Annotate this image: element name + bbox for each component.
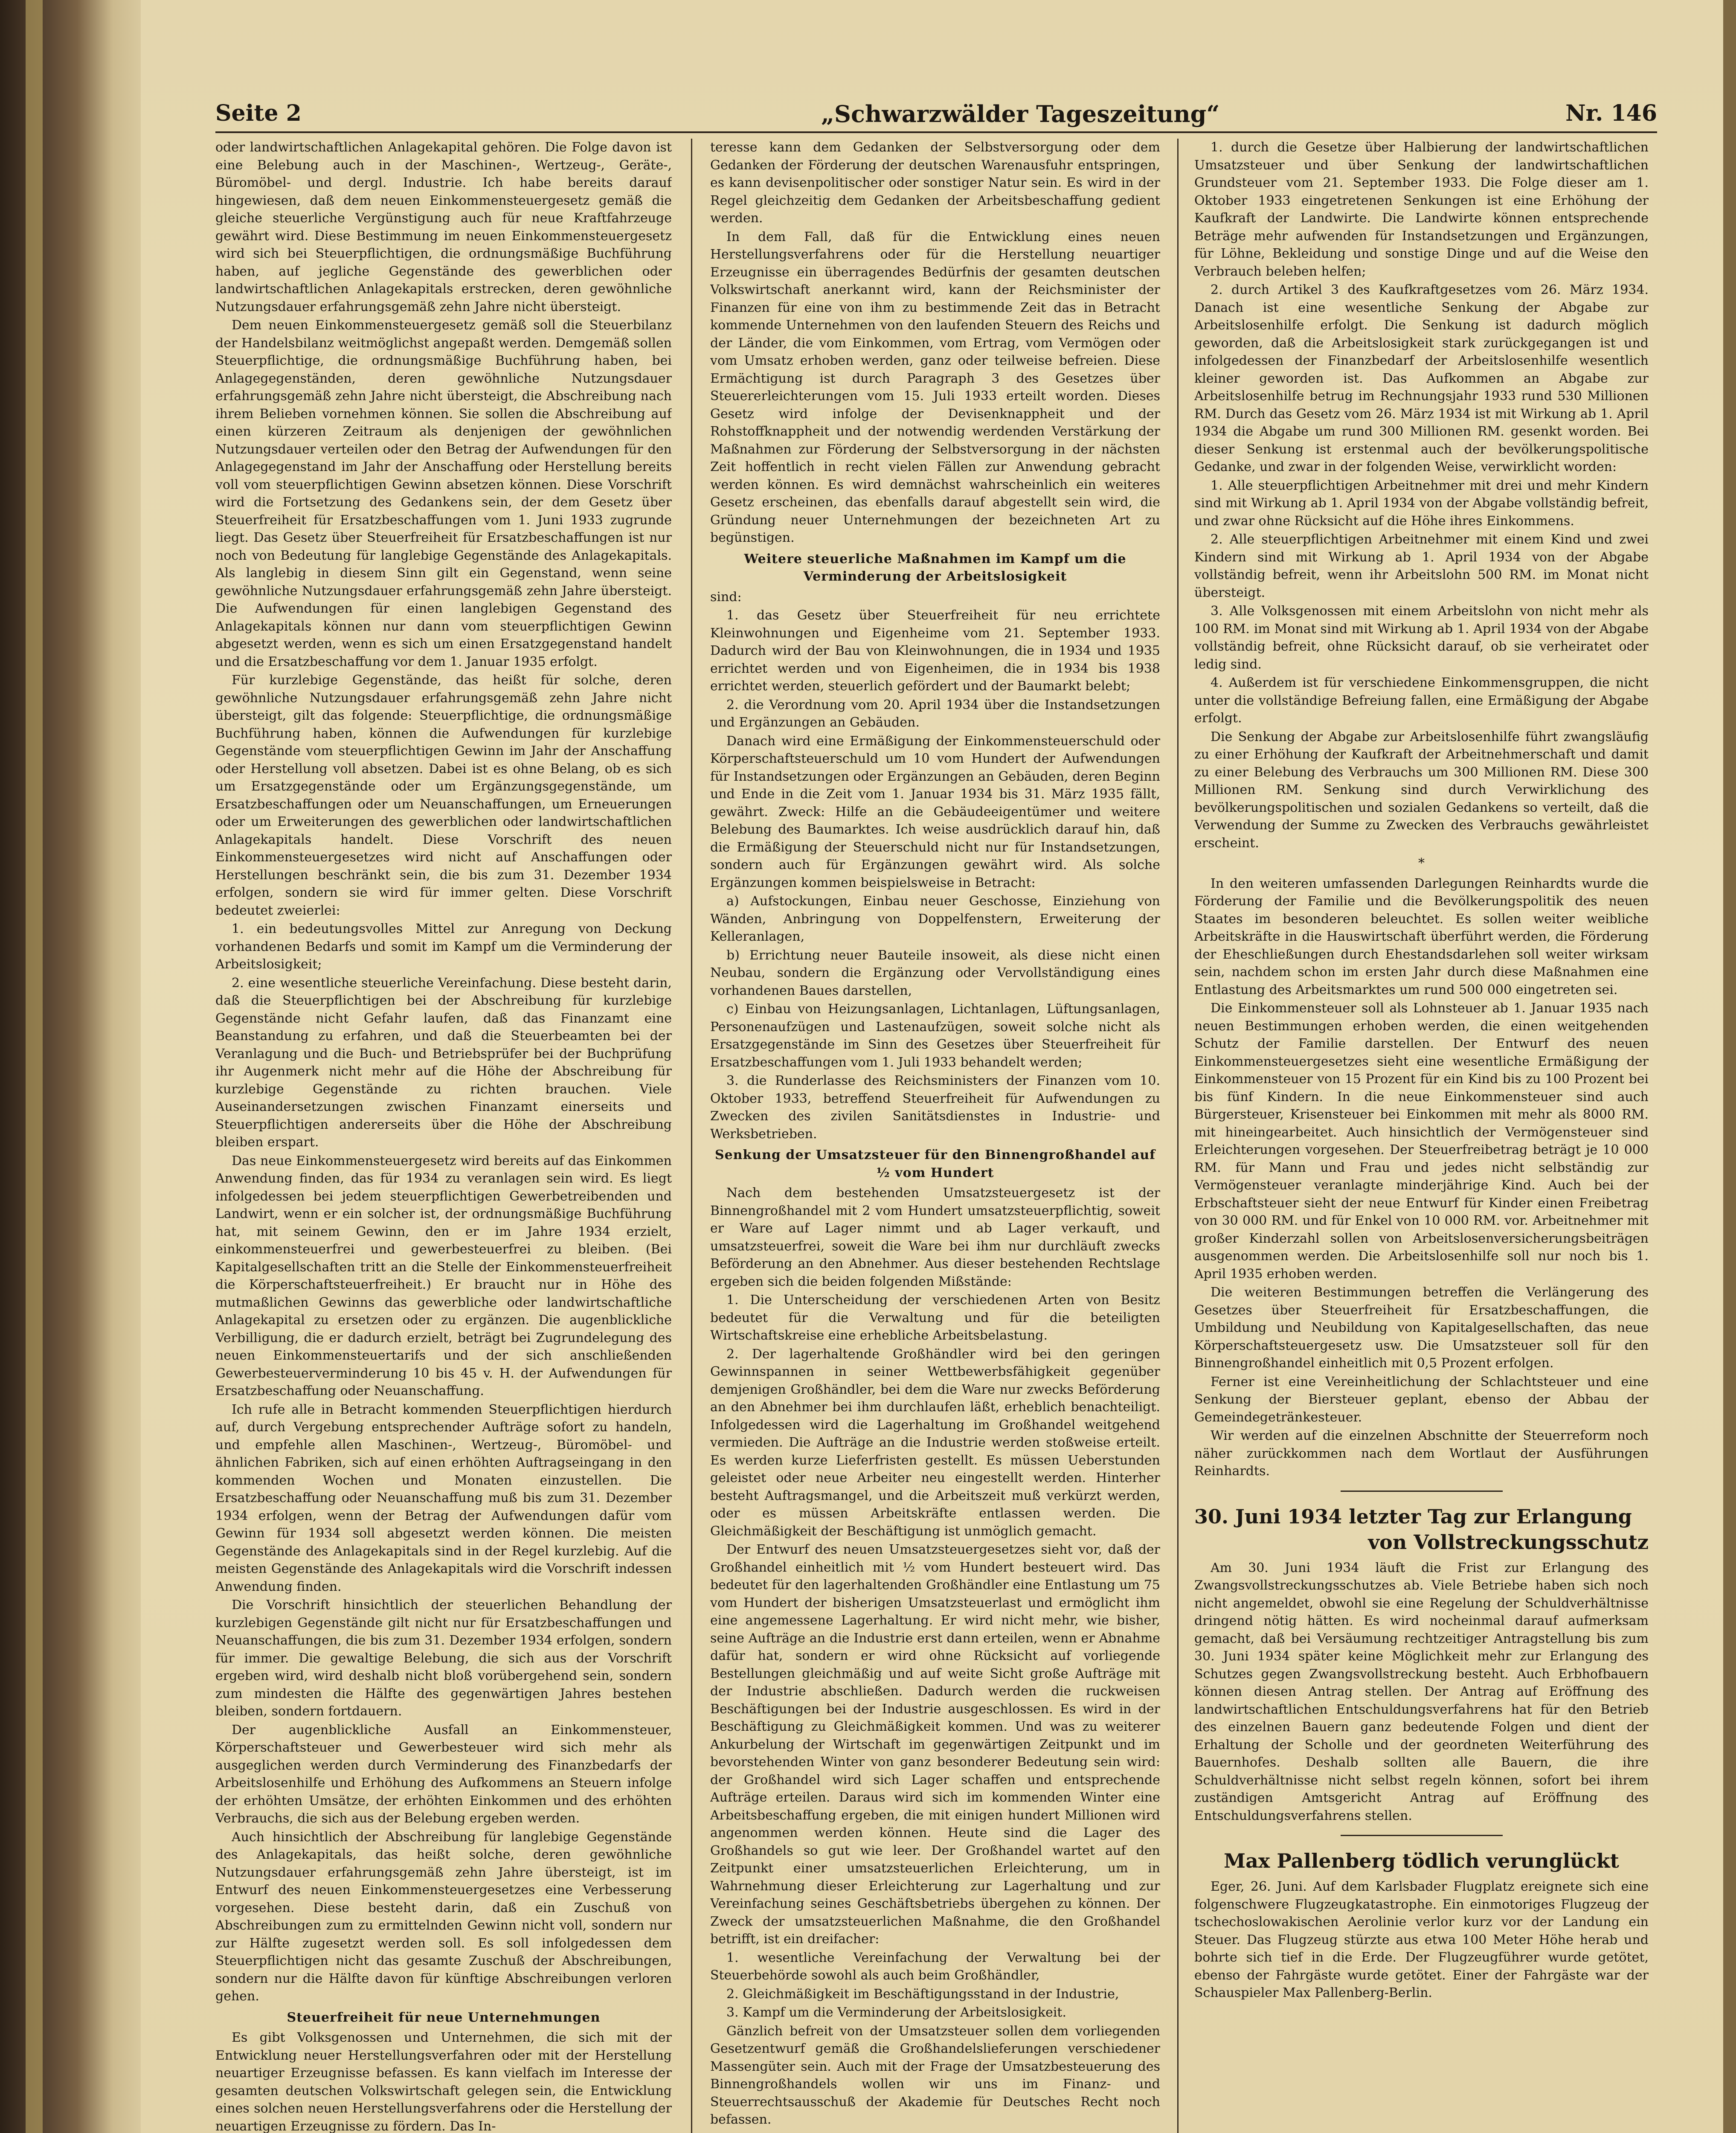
paragraph: sind: [710, 589, 742, 604]
page-right-edge [1723, 0, 1736, 2133]
paragraph: 2. durch Artikel 3 des Kaufkraftgesetzes vom 26. März 1934. Danach ist eine wesentliche Senkung der Abgabe zur Arbeitslosenhilfe erfolgt. Die Senkung ist dadurch möglich geworden, daß die Arbeitslosigkeit stark zurückgegangen ist und infolgedessen der Finanzbedarf der Arbeitslosenhilfe wesentlich kleiner geworden ist. Das Aufkommen an Abgabe zur Arbeitslosenhilfe betrug im Rechnungsjahr 1933 rund 530 Millionen RM. Durch das Gesetz vom 26. März 1934 ist mit Wirkung ab 1. April 1934 die Abgabe um rund 300 Millionen RM. gesenkt worden. Bei dieser Senkung ist erstenmal auch der bevölkerungspolitische Gedanke, und zwar in der folgenden Weise, verwirklicht worden: [1194, 282, 1649, 474]
paragraph: Eger, 26. Juni. Auf dem Karlsbader Flugplatz ereignete sich eine folgenschwere Flugzeugkatastrophe. Ein einmotoriges Flugzeug der tschechoslowakischen Aerolinie verlor kurz vor der Landung ein Steuer. Das Flugzeug stürzte aus etwa 100 Meter Höhe herab und bohrte sich tief in die Erde. Der Flugzeugführer wurde getötet, ebenso der Fahrgäste wurde getötet. Einer der Fahrgäste war der Schauspieler Max Pallenberg-Berlin. [1194, 1879, 1649, 2000]
paragraph: 1. Die Unterscheidung der verschiedenen Arten von Besitz bedeutet für die Verwaltung und für die beteiligten Wirtschaftskreise eine erhebliche Arbeitsbelastung. [710, 1293, 1160, 1343]
article-separator [1341, 1835, 1503, 1836]
paragraph: Es gibt Volksgenossen und Unternehmen, die sich mit der Entwicklung neuer Herstellungsverfahren oder mit der Herstellung neuartiger Erzeugnisse befassen. Es kann vielfach im Interesse der gesamten deutschen Volkswirtschaft gelegen sein, die Entwicklung eines solchen neuen Herstellungsverfahrens oder die Herstellung der neuartigen Erzeugnisse zu fördern. Das In- [215, 2030, 672, 2133]
paragraph: Der augenblickliche Ausfall an Einkommensteuer, Körperschaftsteuer und Gewerbesteuer wird sich mehr als ausgeglichen werden durch Verminderung des Finanzbedarfs der Arbeitslosenhilfe und Erhöhung des Aufkommens an Steuern infolge der erhöhten Umsätze, der erhöhten Einkommen und des erhöhten Verbrauchs, die sich aus der Belebung ergeben werden. [215, 1722, 672, 1826]
paragraph: 2. Gleichmäßigkeit im Beschäftigungsstand in der Industrie, [726, 1986, 1119, 2002]
paragraph: In dem Fall, daß für die Entwicklung eines neuen Herstellungsverfahrens oder für die Herstellung neuartiger Erzeugnisse ein überragendes Bedürfnis der gesamten deutschen Volkswirtschaft anerkannt wird, kann der Reichsminister der Finanzen für eine von ihm zu bestimmende Zeit das in Betracht kommende Unternehmen von den laufenden Steuern des Reichs und der Länder, die vom Einkommen, vom Ertrag, vom Vermögen oder vom Umsatz erhoben werden, ganz oder teilweise befreien. Diese Ermächtigung ist durch Paragraph 3 des Gesetzes über Steuererleichterungen vom 15. Juli 1933 erteilt worden. Dieses Gesetz wird infolge der Devisenknappheit und der Rohstoffknappheit und der notwendig werdenden Verstärkung der Maßnahmen zur Förderung der Selbstversorgung in der nächsten Zeit hoffentlich in recht vielen Fällen zur Anwendung gebracht werden können. Es wird demnächst wahrscheinlich ein weiteres Gesetz erscheinen, das ebenfalls darauf abgestellt sein wird, die Gründung neuer Unternehmungen der bezeichneten Art zu begünstigen. [710, 229, 1160, 545]
article-separator [1341, 1491, 1503, 1492]
paragraph: Der Entwurf des neuen Umsatzsteuergesetzes sieht vor, daß der Großhandel einheitlich mit ½ vom Hundert besteuert wird. Das bedeutet für den lagerhaltenden Großhändler eine Entlastung um 75 vom Hundert der bisherigen Umsatzsteuerlast und ermöglicht ihm eine angemessene Lagerhaltung. Er wird nicht mehr, wie bisher, seine Aufträge an die Industrie erst dann erteilen, wenn er Abnahme dafür hat, sondern er wird ohne Rücksicht auf vorliegende Bestellungen gleichmäßig und auf weite Sicht große Aufträge mit der Industrie abschließen. Dadurch werden die ruckweisen Beschäftigungen bei der Industrie ausgeschlossen. Es wird in der Beschäftigung zu Gleichmäßigkeit kommen. Und was zu weiterer Ankurbelung der Wirtschaft im gegenwärtigen Zeitpunkt und im bevorstehenden Winter von ganz besonderer Bedeutung sein wird: der Großhandel wird sich Lager schaffen und entsprechende Aufträge erteilen. Daraus wird sich im kommenden Winter eine Arbeitsbeschaffung ergeben, die mit einigen hundert Millionen wird angenommen werden können. Heute sind die Lager des Großhandels so gut wie leer. Der Großhandel wartet auf den Zeitpunkt einer umsatzsteuerlichen Erleichterung, um in Wahrnehmung dieser Erleichterung zur Lagerhaltung und zur Vereinfachung seines Geschäftsbetriebs übergehen zu können. Der Zweck der umsatzsteuerlichen Maßnahme, die den Großhandel betrifft, ist ein dreifacher: [710, 1542, 1160, 1947]
paragraph: Nach dem bestehenden Umsatzsteuergesetz ist der Binnengroßhandel mit 2 vom Hundert umsatzsteuerpflichtig, soweit er Ware auf Lager nimmt und ab Lager verkauft, und umsatzsteuerfrei, soweit die Ware bei ihm nur durchläuft zwecks Beförderung an den Abnehmer. Aus dieser bestehenden Rechtslage ergeben sich die beiden folgenden Mißstände: [710, 1186, 1160, 1289]
paragraph: 2. Der lagerhaltende Großhändler wird bei den geringen Gewinnspannen in seiner Wettbewerbsfähigkeit gegenüber demjenigen Großhändler, bei dem die Ware nur zwecks Beförderung an den Abnehmer bei ihm durchlaufen läßt, erheblich benachteiligt. Infolgedessen wird die Lagerhaltung im Großhandel weitgehend vermieden. Die Aufträge an die Industrie werden stoßweise erteilt. Es werden kurze Lieferfristen gestellt. Es müssen Ueberstunden geleistet oder neue Arbeiter neu eingestellt werden. Hinterher besteht Auftragsmangel, und die Arbeitszeit muß verkürzt werden, oder es müssen Arbeitskräfte entlassen werden. Die Gleichmäßigkeit der Beschäftigung ist unmöglich gemacht. [710, 1346, 1160, 1539]
paragraph: Am 30. Juni 1934 läuft die Frist zur Erlangung des Zwangsvollstreckungsschutzes ab. Viele Betriebe haben sich noch nicht angemeldet, obwohl sie eine Regelung der Schuldverhältnisse dringend nötig hätten. Es wird nocheinmal darauf aufmerksam gemacht, daß bei Versäumung rechtzeitiger Antragstellung bis zum 30. Juni 1934 später keine Möglichkeit mehr zur Erlangung des Schutzes gegen Zwangsvollstreckung besteht. Auch Erbhofbauern können diesen Antrag stellen. Der Antrag auf Eröffnung des landwirtschaftlichen Entschuldungsverfahrens hat für den Betrieb des einzelnen Bauern ganz bedeutende Folgen und dient der Erhaltung der Scholle und der geordneten Weiterführung des Bauernhofes. Deshalb sollten alle Bauern, die ihre Schuldverhältnisse nicht selbst regeln können, sofort bei ihrem zuständigen Amtsgericht Antrag auf Eröffnung des Entschuldungsverfahrens stellen. [1194, 1560, 1649, 1823]
headline-line-1: 30. Juni 1934 letzter Tag zur Erlangung [1194, 1505, 1632, 1528]
column-2 [710, 139, 1160, 2133]
paragraph: Ich rufe alle in Betracht kommenden Steuerpflichtigen hierdurch auf, durch Vergebung entsprechender Aufträge sofort zu handeln, und empfehle allen Maschinen-, Wertzeug-, Büromöbel- und ähnlichen Fabriken, sich auf einen erhöhten Auftragseingang in den kommenden Wochen und Monaten einzustellen. Die Ersatzbeschaffung oder Neuanschaffung muß bis zum 31. Dezember 1934 erfolgen, wenn der Betrag der Aufwendungen dafür vom Gewinn für 1934 soll abgesetzt werden können. Die meisten Gegenstände des Anlagekapitals sind in der Regel kurzlebig. Auf die meisten Gegenstände des Anlagekapitals wird die Vorschrift indessen Anwendung finden. [215, 1402, 672, 1594]
paragraph: In den weiteren umfassenden Darlegungen Reinhardts wurde die Förderung der Familie und die Bevölkerungspolitik des neuen Staates im besonderen beleuchtet. Es sollen weiter weibliche Arbeitskräfte in die Hauswirtschaft überführt werden, die Förderung der Eheschließungen durch Ehestandsdarlehen soll weiter wirksam sein, nachdem schon im ersten Jahr durch diese Maßnahmen eine Entlastung des Arbeitsmarktes um rund 500 000 eingetreten sei. [1194, 876, 1649, 997]
paragraph: Für kurzlebige Gegenstände, das heißt für solche, deren gewöhnliche Nutzungsdauer erfahrungsgemäß zehn Jahre nicht übersteigt, gilt das folgende: Steuerpflichtige, die ordnungsmäßige Buchführung haben, können die Aufwendungen für kurzlebige Gegenstände vom steuerpflichtigen Gewinn im Jahr der Anschaffung oder Herstellung voll absetzen. Dabei ist es ohne Belang, ob es sich um Ersatzgegenstände oder um Ergänzungsgegenstände, um Ersatzbeschaffungen oder um Neuanschaffungen, um Erneuerungen oder um Erweiterungen des gewerblichen oder landwirtschaftlichen Anlagekapitals handelt. Diese Vorschrift des neuen Einkommensteuergesetzes wird nicht auf Anschaffungen oder Herstellungen beschränkt sein, die bis zum 31. Dezember 1934 erfolgen, sondern sie wird für immer gelten. Diese Vorschrift bedeutet zweierlei: [215, 673, 672, 918]
headline-line-2: von Vollstreckungsschutz [1368, 1530, 1649, 1554]
paragraph: oder landwirtschaftlichen Anlagekapital gehören. Die Folge davon ist eine Belebung auch in der Maschinen-, Wertzeug-, Geräte-, Büromöbel- und dergl. Industrie. Ich habe bereits darauf hingewiesen, daß dem neuen Einkommensteuergesetz gemäß die gleiche steuerliche Vergünstigung auch für neue Kraftfahrzeuge gewährt wird. Diese Bestimmung im neuen Einkommensteuergesetz wird sich bei Steuerpflichtigen, die ordnungsmäßige Buchführung haben, auf jegliche Gegenstände des gewerblichen oder landwirtschaftlichen Anlagekapitals erstrecken, deren gewöhnliche Nutzungsdauer erfahrungsgemäß zehn Jahre nicht übersteigt. [215, 140, 672, 314]
paragraph: Ferner ist eine Vereinheitlichung der Schlachtsteuer und eine Senkung der Biersteuer geplant, ebenso der Abbau der Gemeindegetränkesteuer. [1194, 1374, 1649, 1425]
paragraph: Das neue Einkommensteuergesetz wird bereits auf das Einkommen Anwendung finden, das für 1934 zu veranlagen sein wird. Es liegt infolgedessen bei jedem steuerpflichtigen Gewerbetreibenden und Landwirt, wenn er ein solcher ist, der ordnungsmäßige Buchführung hat, mit seinem Gewinn, den er im Jahre 1934 erzielt, einkommensteuerfrei und gewerbesteuerfrei zu bleiben. (Bei Kapitalgesellschaften tritt an die Stelle der Einkommensteuerfreiheit die Körperschaftsteuerfreiheit.) Er braucht nur in Höhe des mutmaßlichen Gewinns das gewerbliche oder landwirtschaftliche Anlagekapital zu ersetzen oder zu ergänzen. Die augenblickliche Verbilligung, die er dadurch erzielt, beträgt bei Zugrundelegung des neuen Einkommensteuertarifs und der sich anschließenden Gewerbesteuerverminderung 10 bis 45 v. H. der Aufwendungen für Ersatzbeschaffung oder Neuanschaffung. [215, 1153, 672, 1398]
paragraph: Die Vorschrift hinsichtlich der steuerlichen Behandlung der kurzlebigen Gegenstände gilt nicht nur für Ersatzbeschaffungen und Neuanschaffungen, die bis zum 31. Dezember 1934 erfolgen, sondern für immer. Die gewaltige Belebung, die sich aus der Vorschrift ergeben wird, wird deshalb nicht bloß vorübergehend sein, sondern zum mindesten die Hälfte des gegenwärtigen Jahres bestehen bleiben, sondern fortdauern. [215, 1598, 672, 1719]
column-divider [691, 139, 692, 2133]
section-heading: Senkung der Umsatzsteuer für den Binnengroßhandel auf ½ vom Hundert [714, 1148, 1156, 1180]
paragraph: teresse kann dem Gedanken der Selbstversorgung oder dem Gedanken der Förderung der deutschen Warenausfuhr entspringen, es kann devisenpolitischer oder sonstiger Natur sein. Es wird in der Regel gleichzeitig dem Gedanken der Arbeitsbeschaffung gedient werden. [710, 140, 1160, 226]
paragraph: c) Einbau von Heizungsanlagen, Lichtanlagen, Lüftungsanlagen, Personenaufzügen und Lastenaufzügen, soweit solche nicht als Ersatzgegenstände im Sinn des Gesetzes über Steuerfreiheit für Ersatzbeschaffungen vom 1. Juli 1933 behandelt werden; [710, 1002, 1160, 1070]
paragraph: b) Errichtung neuer Bauteile insoweit, als diese nicht einen Neubau, sondern die Ergänzung oder Vervollständigung eines vorhandenen Baues darstellen, [710, 947, 1160, 998]
paragraph: 2. eine wesentliche steuerliche Vereinfachung. Diese besteht darin, daß die Steuerpflichtigen bei der Abschreibung für kurzlebige Gegenstände nicht Gefahr laufen, daß das Finanzamt eine Beanstandung zu erfahren, und daß die Steuerbeamten bei der Veranlagung und die Buch- und Betriebsprüfer bei der Buchprüfung ihr Augenmerk nicht mehr auf die Höhe der Abschreibung für kurzlebige Gegenstände zu richten brauchen. Viele Auseinandersetzungen zwischen Finanzamt einerseits und Steuerpflichtigen andererseits über die Höhe der Abschreibung bleiben erspart. [215, 975, 672, 1150]
paragraph: Dem neuen Einkommensteuergesetz gemäß soll die Steuerbilanz der Handelsbilanz weitmöglichst angepaßt werden. Demgemäß sollen Steuerpflichtige, die ordnungsmäßige Buchführung haben, bei Anlagegegenständen, deren gewöhnliche Nutzungsdauer erfahrungsgemäß zehn Jahre nicht übersteigt, die Abschreibung nach ihrem Belieben vornehmen können. Sie sollen die Abschreibung auf einen kürzeren Zeitraum als denjenigen der gewöhnlichen Nutzungsdauer verteilen oder den Betrag der Aufwendungen für den Anlagegegenstand im Jahr der Anschaffung oder Herstellung bereits voll vom steuerpflichtigen Gewinn absetzen können. Diese Vorschrift wird die Fortsetzung des Gedankens sein, der dem Gesetz über Steuerfreiheit für Ersatzbeschaffungen vom 1. Juni 1933 zugrunde liegt. Das Gesetz über Steuerfreiheit für Ersatzbeschaffungen ist nur noch von Bedeutung für langlebige Gegenstände des Anlagekapitals. Als langlebig in diesem Sinn gilt ein Gegenstand, wenn seine gewöhnliche Nutzungsdauer erfahrungsgemäß zehn Jahre übersteigt. Die Aufwendungen für einen langlebigen Gegenstand des Anlagekapitals können nur dann vom steuerpflichtigen Gewinn abgesetzt werden, wenn es sich um einen Ersatzgegenstand handelt und die Ersatzbeschaffung vor dem 1. Januar 1935 erfolgt. [215, 318, 672, 669]
paragraph: Die weiteren Bestimmungen betreffen die Verlängerung des Gesetzes über Steuerfreiheit für Ersatzbeschaffungen, die Umbildung und Neubildung von Kapitalgesellschaften, das neue Körperschaftsteuergesetz usw. Die Umsatzsteuer soll für den Binnengroßhandel einheitlich mit 0,5 Prozent erfolgen. [1194, 1285, 1649, 1371]
section-heading: Weitere steuerliche Maßnahmen im Kampf um die Verminderung der Arbeitslosigkeit [744, 551, 1126, 584]
paragraph: 4. Außerdem ist für verschiedene Einkommensgruppen, die nicht unter die vollständige Befreiung fallen, eine Ermäßigung der Abgabe erfolgt. [1194, 675, 1649, 726]
paragraph: Gänzlich befreit von der Umsatzsteuer sollen dem vorliegenden Gesetzentwurf gemäß die Großhandelslieferungen verschiedener Massengüter sein. Auch mit der Frage der Umsatzbesteuerung des Binnengroßhandels wollen wir uns im Finanz- und Steuerrechtsausschuß der Akademie für Deutsches Recht noch befassen. [710, 2023, 1160, 2127]
paragraph: Die Einkommensteuer soll als Lohnsteuer ab 1. Januar 1935 nach neuen Bestimmungen erhoben werden, die einen weitgehenden Schutz der Familie darstellen. Der Entwurf des neuen Einkommensteuergesetzes sieht eine wesentliche Ermäßigung der Einkommensteuer von 15 Prozent für ein Kind bis zu 100 Prozent bei bis fünf Kindern. In die neue Einkommensteuer sind auch Bürgersteuer, Krisensteuer bei Einkommen mit mehr als 8000 RM. mit hineingearbeitet. Auch hinsichtlich der Vermögensteuer sind Erleichterungen vorgesehen. Der Steuerfreibetrag beträgt je 10 000 RM. für Mann und Frau und jedes nicht selbständig zur Vermögensteuer veranlagte minderjährige Kind. Auch bei der Erbschaftsteuer sieht der neue Entwurf für Kinder einen Freibetrag von 30 000 RM. und für Enkel von 10 000 RM. vor. Arbeitnehmer mit großer Kinderzahl sollen von Arbeitslosenversicherungsbeiträgen ausgenommen werden. Die Arbeitslosenhilfe soll nur noch bis 1. April 1935 erhoben werden. [1194, 1001, 1649, 1282]
paragraph: 3. Kampf um die Verminderung der Arbeitslosigkeit. [726, 2005, 1067, 2020]
paragraph: 2. Alle steuerpflichtigen Arbeitnehmer mit einem Kind und zwei Kindern sind mit Wirkung ab 1. April 1934 von der Abgabe vollständig befreit, wenn ihr Arbeitslohn 500 RM. im Monat nicht übersteigt. [1194, 532, 1649, 600]
column-divider [1177, 139, 1179, 2133]
page-header [215, 92, 1657, 130]
article-headline: Max Pallenberg tödlich verunglückt [1224, 1849, 1619, 1872]
binding-strip [26, 0, 43, 2133]
paragraph: 2. die Verordnung vom 20. April 1934 über die Instandsetzungen und Ergänzungen an Gebäuden. [710, 697, 1160, 730]
paragraph: 3. die Runderlasse des Reichsministers der Finanzen vom 10. Oktober 1933, betreffend Steuerfreiheit für Aufwendungen zu Zwecken des zivilen Sanitätsdienstes in Industrie- und Werksbetrieben. [710, 1073, 1160, 1142]
newspaper-title: „Schwarzwälder Tageszeitung“ [821, 100, 1220, 128]
column-1 [215, 139, 672, 2133]
paragraph: Danach wird eine Ermäßigung der Einkommensteuerschuld oder Körperschaftsteuerschuld um 10 vom Hundert der Aufwendungen für Instandsetzungen oder Ergänzungen an Gebäuden, deren Beginn und Ende in die Zeit vom 1. Januar 1934 bis 31. März 1935 fällt, gewährt. Zweck: Hilfe an die Gebäudeeigentümer und weitere Belebung des Baumarktes. Ich weise ausdrücklich darauf hin, daß die Ermäßigung der Steuerschuld nicht nur für Instandsetzungen, sondern auch für Ergänzungen gewährt wird. Als solche Ergänzungen kommen beispielsweise in Betracht: [710, 733, 1160, 890]
issue-number: Nr. 146 [1565, 100, 1657, 126]
paragraph: 3. Alle Volksgenossen mit einem Arbeitslohn von nicht mehr als 100 RM. im Monat sind mit Wirkung ab 1. April 1934 von der Abgabe vollständig befreit, ohne Rücksicht darauf, ob sie verheiratet oder ledig sind. [1194, 604, 1649, 672]
separator-star: * [1418, 856, 1425, 871]
paragraph: Die Senkung der Abgabe zur Arbeitslosenhilfe führt zwangsläufig zu einer Erhöhung der Kaufkraft der Arbeitnehmerschaft und damit zu einer Belebung des Verbrauchs um 300 Millionen RM. Diese 300 Millionen RM. Senkung sind durch Verwirklichung des bevölkerungspolitischen und sozialen Gedankens so verteilt, daß die Verwendung der Summe zu Zwecken des Verbrauchs gewährleistet erscheint. [1194, 729, 1649, 851]
column-3 [1194, 139, 1649, 2133]
paragraph: 1. Alle steuerpflichtigen Arbeitnehmer mit drei und mehr Kindern sind mit Wirkung ab 1. April 1934 von der Abgabe vollständig befreit, und zwar ohne Rücksicht auf die Höhe ihres Einkommens. [1194, 478, 1649, 529]
paragraph: Auch hinsichtlich der Abschreibung für langlebige Gegenstände des Anlagekapitals, das heißt solche, deren gewöhnliche Nutzungsdauer erfahrungsgemäß zehn Jahre übersteigt, ist im Entwurf des neuen Einkommensteuergesetzes eine Verbesserung vorgesehen. Diese besteht darin, daß ein Zuschuß von Abschreibungen zum zu ermittelnden Gewinn nicht voll, sondern nur zur Hälfte zugesetzt werden soll. Es soll infolgedessen dem Steuerpflichtigen nicht das gesamte Zuschuß der Abschreibungen, sondern nur die Hälfte davon für künftige Abschreibungen verloren gehen. [215, 1829, 672, 2004]
paragraph: a) Aufstockungen, Einbau neuer Geschosse, Einziehung von Wänden, Anbringung von Doppelfenstern, Erweiterung der Kelleranlagen, [710, 894, 1160, 944]
article-headline [1194, 1504, 1649, 1555]
page-number: Seite 2 [215, 100, 302, 126]
paragraph: Wir werden auf die einzelnen Abschnitte der Steuerreform noch näher zurückkommen nach dem Wortlaut der Ausführungen Reinhardts. [1194, 1428, 1649, 1479]
paragraph: 1. durch die Gesetze über Halbierung der landwirtschaftlichen Umsatzsteuer und über Senkung der landwirtschaftlichen Grundsteuer vom 21. September 1933. Die Folge dieser am 1. Oktober 1933 eingetretenen Senkungen ist eine Erhöhung der Kaufkraft der Landwirte. Die Landwirte können entsprechende Beträge mehr aufwenden für Instandsetzungen und Ergänzungen, für Löhne, Bekleidung und sonstige Dinge und auf die Weise den Verbrauch beleben helfen; [1194, 140, 1649, 279]
book-binding [0, 0, 141, 2133]
section-heading: Steuerfreiheit für neue Unternehmungen [287, 2010, 601, 2025]
paragraph: 1. das Gesetz über Steuerfreiheit für neu errichtete Kleinwohnungen und Eigenheime vom 21. September 1933. Dadurch wird der Bau von Kleinwohnungen, die in 1934 und 1935 errichtet werden und von Eigenheimen, die in 1934 bis 1938 errichtet werden, steuerlich gefördert und der Baumarkt belebt; [710, 608, 1160, 694]
paragraph: 1. wesentliche Vereinfachung der Verwaltung bei der Steuerbehörde sowohl als auch beim Großhändler, [710, 1950, 1160, 1983]
paragraph: 1. ein bedeutungsvolles Mittel zur Anregung von Deckung vorhandenen Bedarfs und somit im Kampf um die Verminderung der Arbeitslosigkeit; [215, 921, 672, 972]
header-rule [215, 131, 1657, 133]
